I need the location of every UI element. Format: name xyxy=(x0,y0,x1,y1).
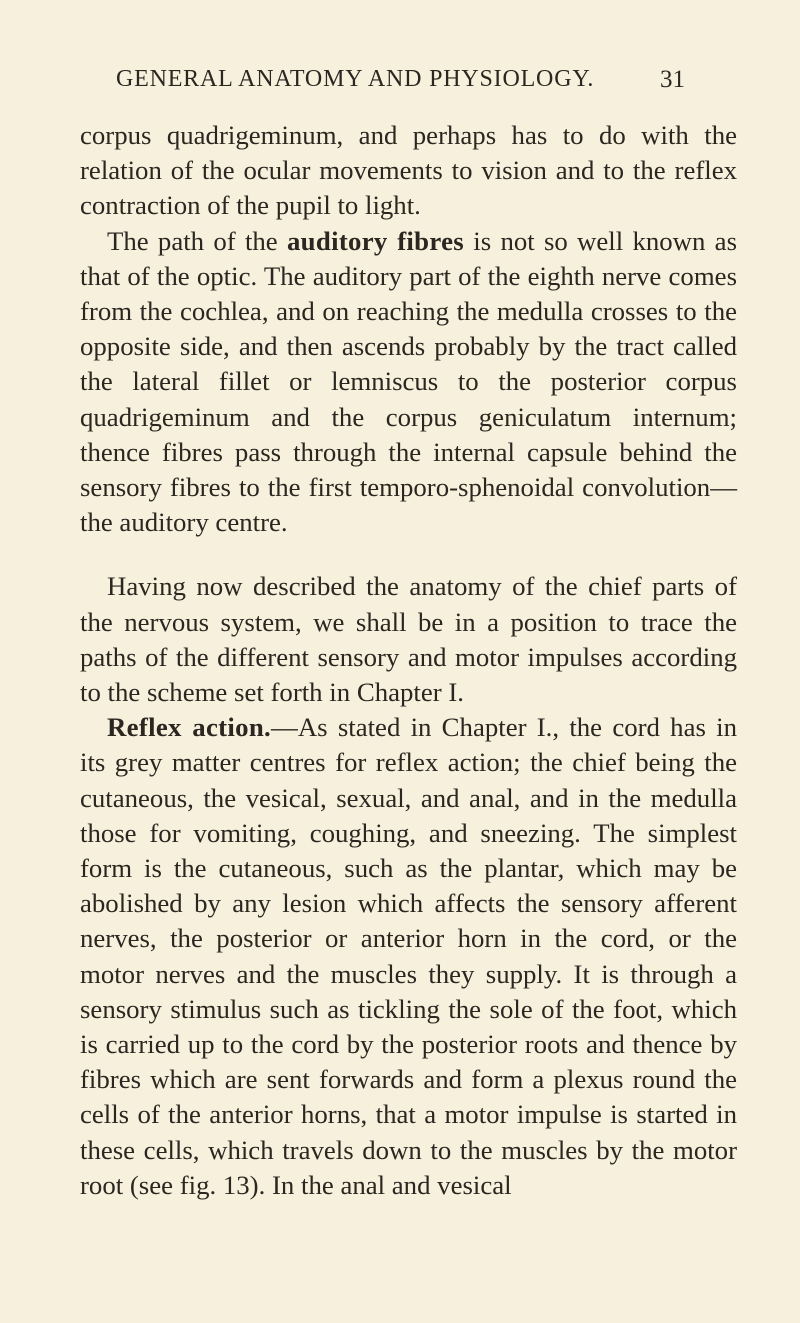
reflex-action-heading: Reflex action. xyxy=(107,712,272,743)
body-text xyxy=(80,118,737,1203)
paragraph-text: is not so well known as that of the optic. The auditory part of the eighth nerve comes from the cochlea, and on reaching the medulla crosses to the opposite side, and then ascends probably by the tract called the lateral fillet or lemniscus to the posterior corpus quadrigeminum and the corpus geniculatum internum; thence fibres pass through the internal capsule behind the sensory fibres to the first temporo-sphenoidal convolution—the auditory centre. xyxy=(80,225,738,538)
paragraph-nervous-system: Having now described the anatomy of the chief parts of the nervous system, we shall be in a position to trace the paths of the different sensory and motor impulses according to the scheme set forth in Chapter I. xyxy=(80,571,737,708)
running-head: GENERAL ANATOMY AND PHYSIOLOGY. xyxy=(116,66,595,92)
paragraph-text: The path of the xyxy=(107,225,287,256)
paragraph-continuation: corpus quadrigeminum, and perhaps has to do with the relation of the ocular movements to vision and to the reflex contraction of the pupil to light. xyxy=(80,120,737,221)
paragraph-reflex-action xyxy=(80,710,737,1203)
paragraph-auditory-fibres xyxy=(80,224,737,541)
auditory-fibres-heading: auditory fibres xyxy=(286,225,465,256)
page-number: 31 xyxy=(660,66,685,93)
paragraph-text: —As stated in Chapter I., the cord has in its grey matter centres for reflex action; the chief being the cutaneous, the vesical, sexual, and anal, and in the medulla those for vomiting, coughing, and sneezing. The simplest form is the cutaneous, such as the plantar, which may be abolished by any lesion which affects the sensory afferent nerves, the posterior or anterior horn in the cord, or the motor nerves and the muscles they supply. It is through a sensory stimulus such as tickling the sole of the foot, which is carried up to the cord by the posterior roots and thence by fibres which are sent forwards and form a plexus round the cells of the anterior horns, that a motor impulse is started in these cells, which travels down to the muscles by the motor root (see fig. 13). In the anal and vesical xyxy=(80,712,737,1200)
